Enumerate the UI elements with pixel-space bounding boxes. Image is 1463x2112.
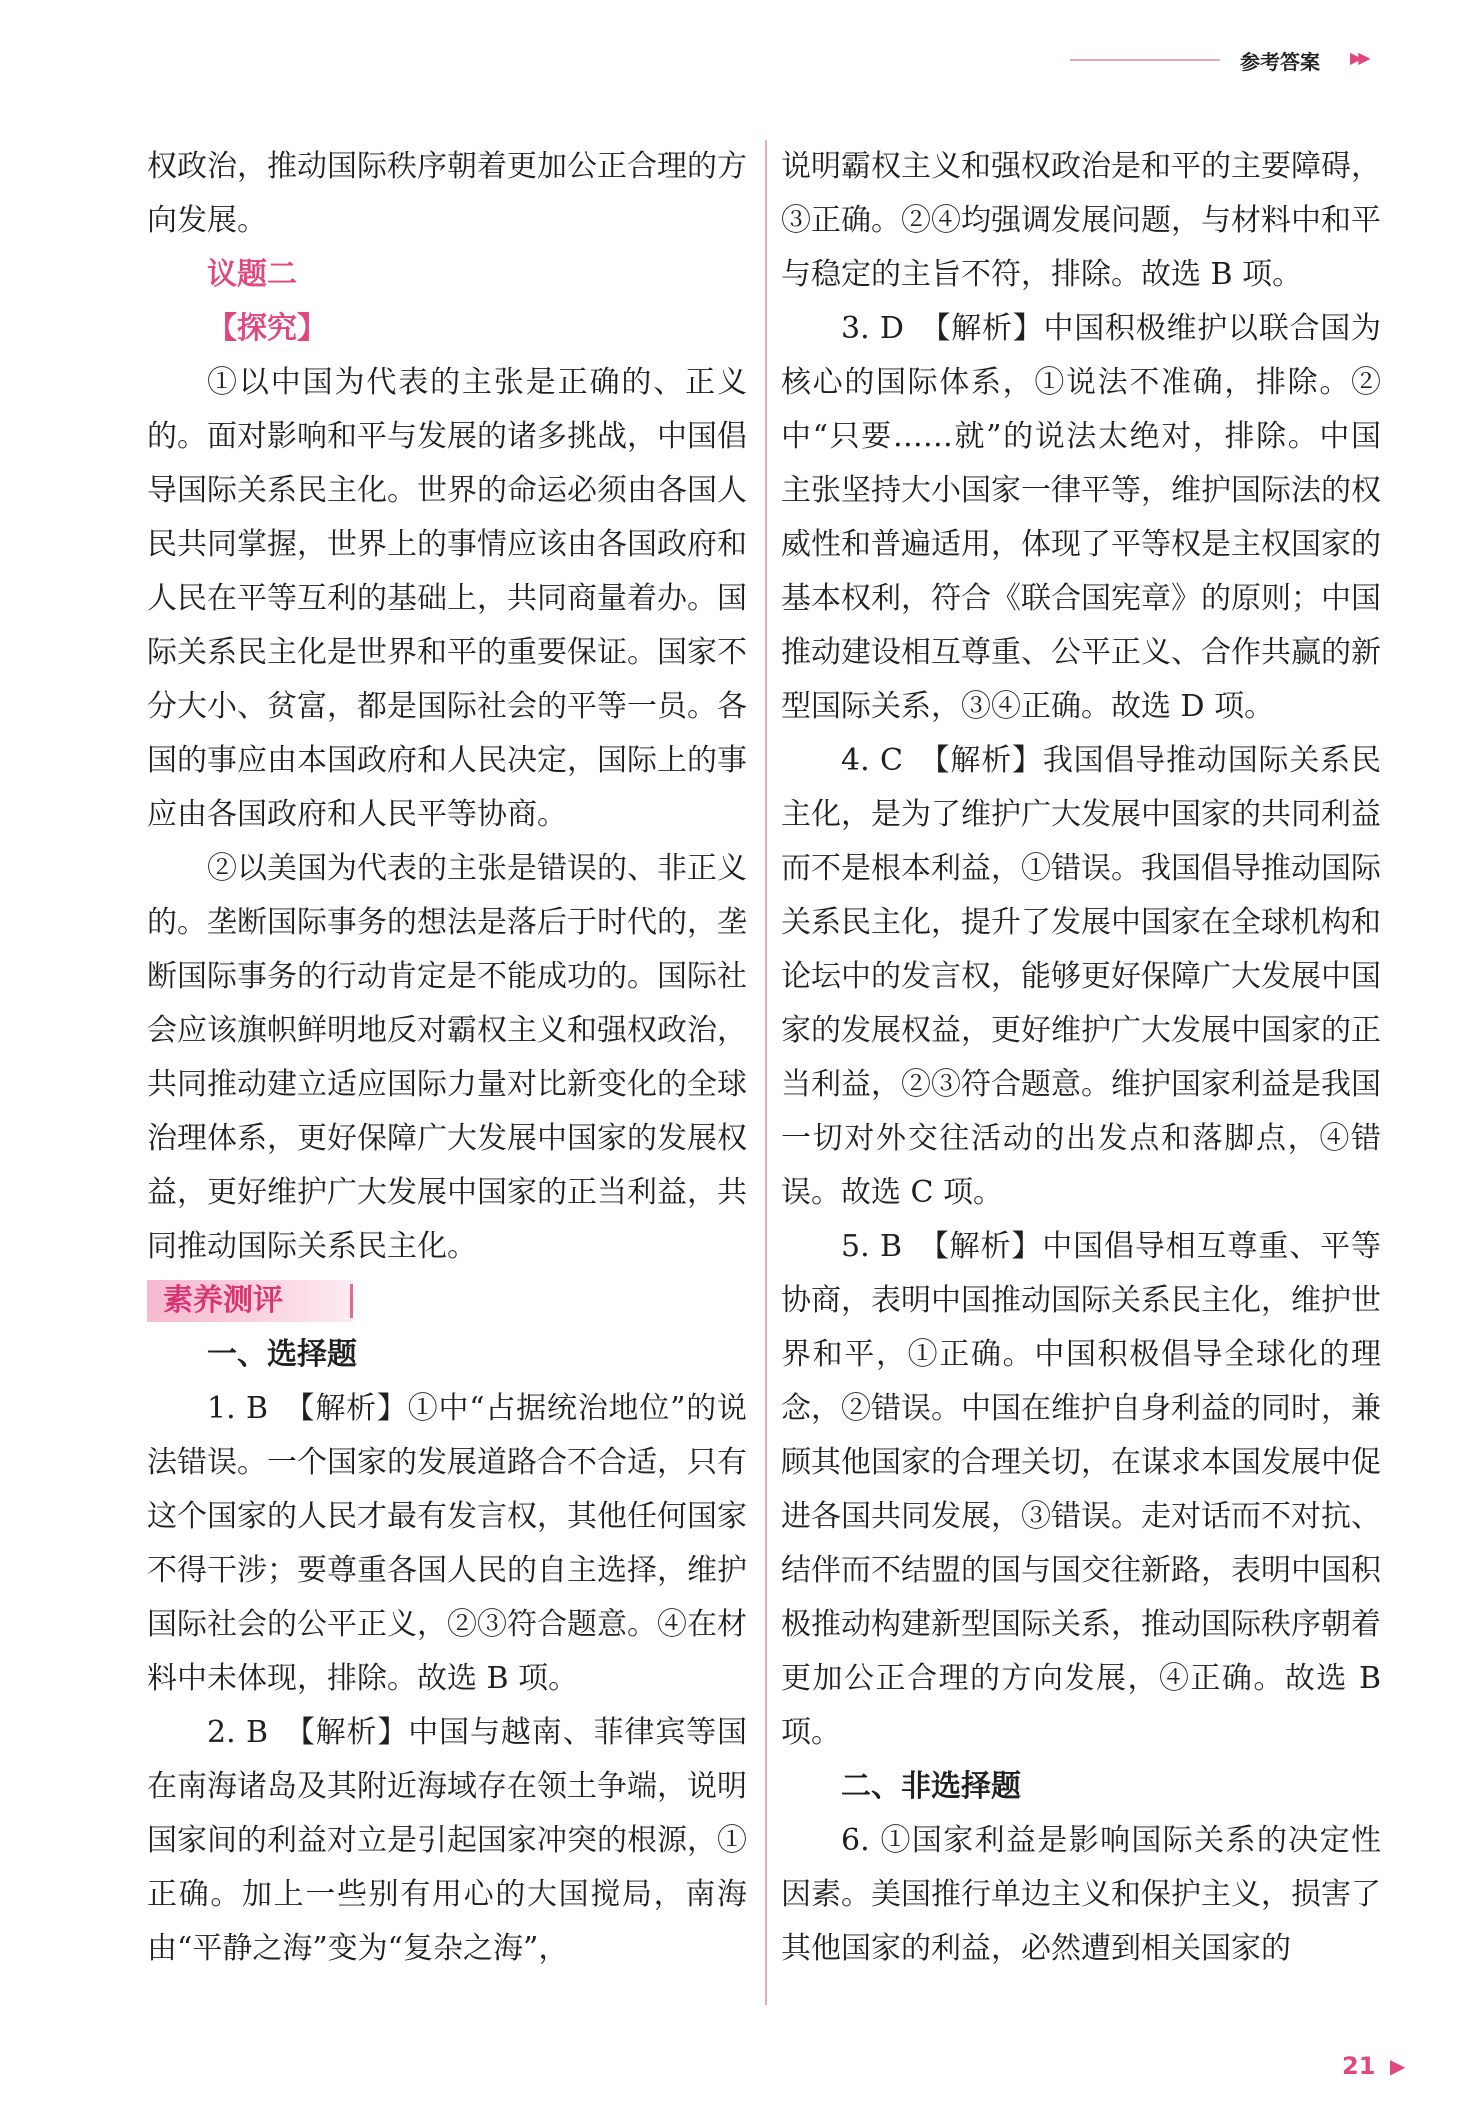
topic-heading: 议题二 [207, 257, 297, 292]
page-arrow-icon: ▶ [1390, 2054, 1406, 2078]
page-number: 21 [1342, 2052, 1376, 2080]
answer-5: 5. B 【解析】中国倡导相互尊重、平等协商，表明中国推动国际关系民主化，维护世界和平，①正确。中国积极倡导全球化的理念，②错误。中国在维护自身利益的同时，兼顾其他国家的合理关切，在谋求本国发展中促进各国共同发展，③错误。走对话而不对抗、结伴而不结盟的国与国交往新路，表明中国积极推动构建新型国际关系，推动国际秩序朝着更加公正合理的方向发展，④正确。故选 B 项。 [781, 1229, 1381, 1750]
section-badge: 素养测评 [147, 1280, 353, 1322]
answer-6: 6. ①国家利益是影响国际关系的决定性因素。美国推行单边主义和保护主义，损害了其他国家的利益，必然遭到相关国家的 [781, 1823, 1381, 1966]
left-column [147, 140, 747, 1976]
answer-3: 3. D 【解析】中国积极维护以联合国为核心的国际体系，①说法不准确，排除。②中“只要……就”的说法太绝对，排除。中国主张坚持大小国家一律平等，维护国际法的权威性和普遍适用，体现了平等权是主权国家的基本权利，符合《联合国宪章》的原则；中国推动建设相互尊重、公平正义、合作共赢的新型国际关系，③④正确。故选 D 项。 [781, 311, 1381, 724]
column-divider [765, 140, 767, 2005]
left-paragraph-1: 权政治，推动国际秩序朝着更加公正合理的方向发展。 [147, 149, 747, 238]
explore-heading: 【探究】 [207, 311, 327, 346]
header-line [1070, 59, 1220, 61]
right-paragraph-1: 说明霸权主义和强权政治是和平的主要障碍，③正确。②④均强调发展问题，与材料中和平与稳定的主旨不符，排除。故选 B 项。 [781, 149, 1381, 292]
header-title: 参考答案 [1240, 50, 1320, 74]
answer-4: 4. C 【解析】我国倡导推动国际关系民主化，是为了维护广大发展中国家的共同利益而不是根本利益，①错误。我国倡导推动国际关系民主化，提升了发展中国家在全球机构和论坛中的发言权，能够更好保障广大发展中国家的发展权益，更好维护广大发展中国家的正当利益，②③符合题意。维护国家利益是我国一切对外交往活动的出发点和落脚点，④错误。故选 C 项。 [781, 743, 1381, 1210]
left-paragraph-3: ②以美国为代表的主张是错误的、非正义的。垄断国际事务的想法是落后于时代的，垄断国际事务的行动肯定是不能成功的。国际社会应该旗帜鲜明地反对霸权主义和强权政治，共同推动建立适应国际力量对比新变化的全球治理体系，更好保障广大发展中国家的发展权益，更好维护广大发展中国家的正当利益，共同推动国际关系民主化。 [147, 851, 747, 1264]
answer-1: 1. B 【解析】①中“占据统治地位”的说法错误。一个国家的发展道路合不合适，只有这个国家的人民才最有发言权，其他任何国家不得干涉；要尊重各国人民的自主选择，维护国际社会的公平正义，②③符合题意。④在材料中未体现，排除。故选 B 项。 [147, 1391, 747, 1696]
answer-2: 2. B 【解析】中国与越南、菲律宾等国在南海诸岛及其附近海域存在领土争端，说明国家间的利益对立是引起国家冲突的根源，①正确。加上一些别有用心的大国搅局，南海由“平静之海”变为“复杂之海”， [147, 1715, 747, 1966]
left-paragraph-2: ①以中国为代表的主张是正确的、正义的。面对影响和平与发展的诸多挑战，中国倡导国际关系民主化。世界的命运必须由各国人民共同掌握，世界上的事情应该由各国政府和人民在平等互利的基础上，共同商量着办。国际关系民主化是世界和平的重要保证。国家不分大小、贫富，都是国际社会的平等一员。各国的事应由本国政府和人民决定，国际上的事应由各国政府和人民平等协商。 [147, 365, 747, 832]
header-arrows-icon: ▶▶ [1350, 48, 1367, 67]
section-heading-nonchoice: 二、非选择题 [841, 1769, 1021, 1804]
section-heading-choice: 一、选择题 [207, 1337, 357, 1372]
right-column [781, 140, 1381, 1976]
